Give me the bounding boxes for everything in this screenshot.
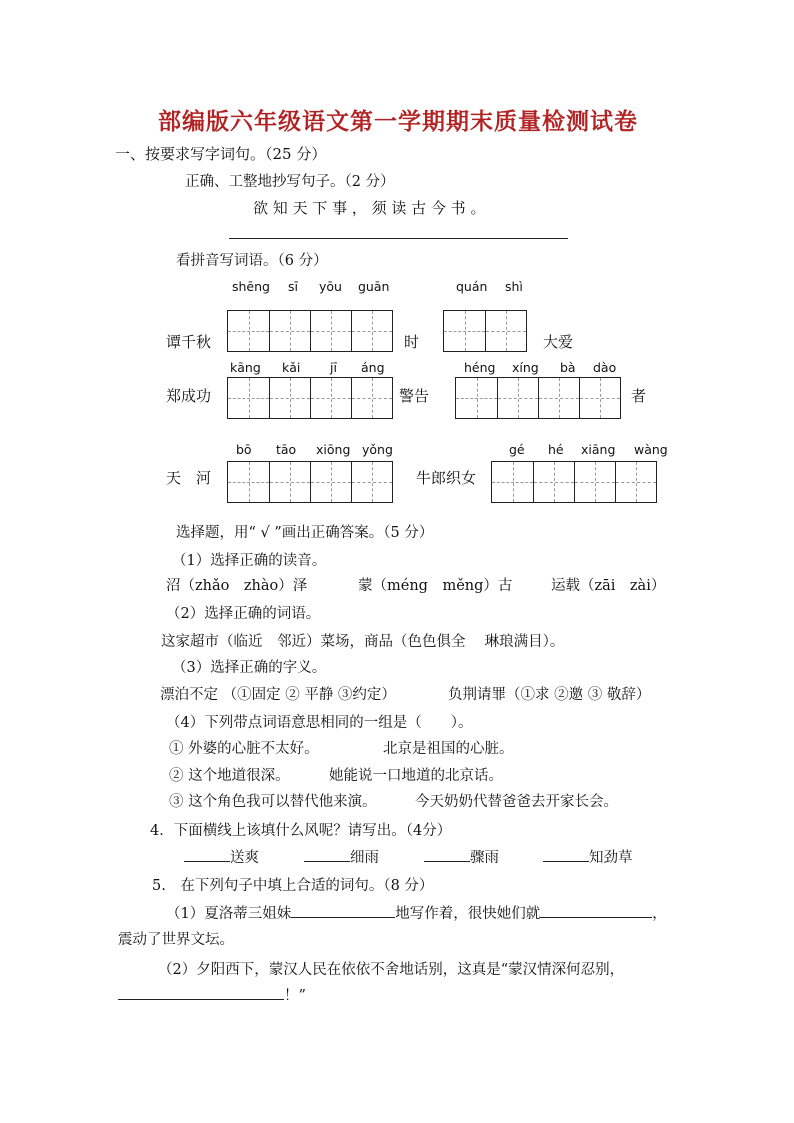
q1-answer-line[interactable]: [229, 238, 568, 239]
q2-prompt: 看拼音写词语。（6 分）: [176, 253, 328, 269]
writing-grid[interactable]: [491, 461, 657, 503]
writing-grid[interactable]: [443, 310, 527, 352]
row-suffix: 者: [631, 387, 647, 405]
q5-prompt: 5. 在下列句子中填上合适的词句。（8 分）: [152, 878, 434, 894]
q5-blank[interactable]: [540, 903, 652, 918]
pinyin: wàng: [634, 442, 668, 457]
q3-sub3: （3）选择正确的字义。: [172, 660, 327, 676]
pinyin: hé: [548, 442, 564, 457]
q1-sentence: 欲 知 天 下 事 ， 须 读 古 今 书 。: [253, 199, 486, 217]
pinyin: dào: [593, 360, 617, 375]
q3-sub4-option: 她能说一口地道的北京话。: [329, 768, 503, 784]
row-middle: 时: [404, 333, 420, 351]
q4-item[interactable]: 细雨: [304, 846, 379, 867]
writing-grid[interactable]: [227, 310, 393, 352]
q5-sentence1: （1）夏洛蒂三姐妹 地写作着，很快她们就 ，: [166, 902, 667, 923]
q5-blank[interactable]: [118, 985, 284, 1000]
pinyin: bō: [236, 442, 252, 457]
q3-sub4-option: ② 这个地道很深。: [169, 768, 290, 784]
q4-item[interactable]: 骤雨: [424, 846, 499, 867]
pinyin: kǎi: [282, 360, 301, 375]
row-middle: 警告: [399, 387, 430, 405]
section-heading: 一、按要求写字词句。（25 分）: [115, 145, 327, 163]
q3-sub1-item[interactable]: 运载（zāi zài）: [551, 578, 666, 594]
row-prefix: 谭千秋: [166, 333, 212, 351]
pinyin: shēng: [232, 279, 270, 294]
writing-grid[interactable]: [227, 461, 393, 503]
q5-sentence1-cont: 震动了世界文坛。: [118, 932, 234, 948]
q3-sub1-item[interactable]: 蒙（méng měng）古: [358, 578, 513, 594]
q3-sub4-option: 今天奶奶代替爸爸去开家长会。: [415, 794, 618, 810]
q4-item[interactable]: 知劲草: [543, 846, 633, 867]
writing-grid[interactable]: [455, 377, 621, 419]
pinyin: xiāng: [581, 442, 616, 457]
row-suffix: 大爱: [543, 333, 574, 351]
q5-sentence2-cont: ！”: [118, 984, 306, 1005]
pinyin: sī: [288, 279, 298, 294]
q4-item[interactable]: 送爽: [184, 846, 259, 867]
q3-prompt: 选择题，用“ √ ”画出正确答案。（5 分）: [176, 525, 434, 541]
q3-sub2-line[interactable]: 这家超市（临近 邻近）菜场，商品（色色俱全 琳琅满目）。: [161, 634, 565, 650]
pinyin: yǒng: [362, 442, 393, 457]
q5-sentence2: （2）夕阳西下，蒙汉人民在依依不舍地话别，这真是“蒙汉情深何忍别，: [158, 962, 625, 978]
pinyin: gé: [509, 442, 525, 457]
page-title: 部编版六年级语文第一学期期末质量检测试卷: [158, 108, 638, 135]
q3-sub4: （4）下列带点词语意思相同的一组是（ ）。: [166, 715, 473, 731]
pinyin: guān: [358, 279, 390, 294]
q3-sub1: （1）选择正确的读音。: [172, 553, 327, 569]
pinyin: kāng: [230, 360, 261, 375]
q3-sub1-item[interactable]: 沼（zhǎo zhào）泽: [166, 578, 308, 594]
q5-blank[interactable]: [291, 903, 395, 918]
row-prefix: 郑成功: [166, 387, 212, 405]
q3-sub4-option: ③ 这个角色我可以替代他来演。: [169, 794, 377, 810]
q1-prompt: 正确、工整地抄写句子。（2 分）: [185, 174, 395, 190]
q3-sub3-item[interactable]: 负荆请罪（①求 ②邀 ③ 敬辞）: [448, 687, 651, 703]
pinyin: quán: [456, 279, 488, 294]
pinyin: xíng: [512, 360, 539, 375]
pinyin: tāo: [276, 442, 297, 457]
q3-sub2: （2）选择正确的词语。: [166, 606, 321, 622]
pinyin: áng: [361, 360, 385, 375]
q3-sub3-item[interactable]: 漂泊不定 （①固定 ② 平静 ③约定）: [160, 687, 396, 703]
pinyin: yōu: [319, 279, 342, 294]
pinyin: xiōng: [316, 442, 351, 457]
pinyin: shì: [505, 279, 523, 294]
row-prefix: 天 河: [166, 469, 212, 487]
pinyin: héng: [464, 360, 496, 375]
pinyin: jī: [330, 360, 337, 375]
q3-sub4-option: 北京是祖国的心脏。: [383, 741, 514, 757]
pinyin: bà: [560, 360, 576, 375]
writing-grid[interactable]: [227, 377, 393, 419]
row-middle: 牛郎织女: [416, 469, 477, 487]
q4-prompt: 4．下面横线上该填什么风呢？请写出。（4分）: [150, 823, 452, 839]
q3-sub4-option: ① 外婆的心脏不太好。: [169, 741, 319, 757]
